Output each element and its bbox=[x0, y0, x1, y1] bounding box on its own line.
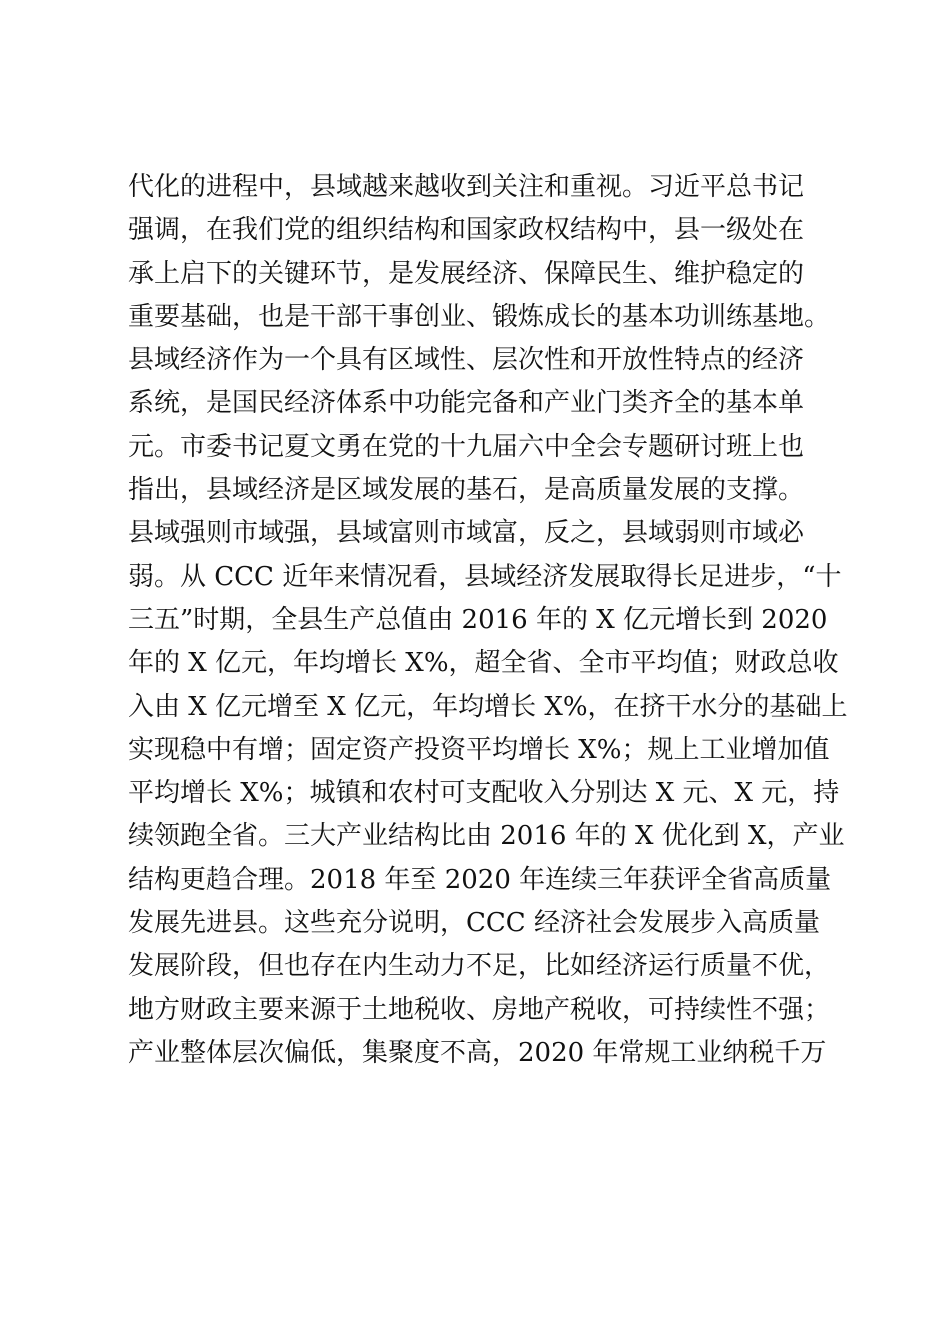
text-line: 入由 X 亿元增至 X 亿元，年均增长 X%，在挤干水分的基础上 bbox=[128, 691, 848, 722]
text-line: 重要基础，也是干部干事创业、锻炼成长的基本功训练基地。 bbox=[128, 301, 831, 332]
text-line: 元。市委书记夏文勇在党的十九届六中全会专题研讨班上也 bbox=[128, 431, 805, 462]
text-line: 指出，县域经济是区域发展的基石，是高质量发展的支撑。 bbox=[128, 475, 805, 506]
text-line: 承上启下的关键环节，是发展经济、保障民生、维护稳定的 bbox=[128, 258, 805, 289]
body-text bbox=[128, 166, 848, 1075]
text-line: 产业整体层次偏低，集聚度不高，2020 年常规工业纳税千万 bbox=[128, 1037, 827, 1068]
text-line: 年的 X 亿元，年均增长 X%，超全省、全市平均值；财政总收 bbox=[128, 648, 839, 679]
text-line: 县域强则市域强，县域富则市域富，反之，县域弱则市域必 bbox=[128, 518, 805, 549]
text-line: 平均增长 X%；城镇和农村可支配收入分别达 X 元、X 元，持 bbox=[128, 778, 840, 809]
text-line: 地方财政主要来源于土地税收、房地产税收，可持续性不强； bbox=[128, 994, 831, 1025]
text-line: 三五”时期，全县生产总值由 2016 年的 X 亿元增长到 2020 bbox=[128, 604, 828, 635]
text-line: 实现稳中有增；固定资产投资平均增长 X%；规上工业增加值 bbox=[128, 734, 830, 765]
text-line: 县域经济作为一个具有区域性、层次性和开放性特点的经济 bbox=[128, 345, 805, 376]
text-line: 弱。从 CCC 近年来情况看，县域经济发展取得长足进步，“十 bbox=[128, 561, 842, 592]
text-line: 发展先进县。这些充分说明，CCC 经济社会发展步入高质量 bbox=[128, 908, 820, 939]
text-line: 结构更趋合理。2018 年至 2020 年连续三年获评全省高质量 bbox=[128, 864, 832, 895]
text-line: 强调，在我们党的组织结构和国家政权结构中，县一级处在 bbox=[128, 215, 805, 246]
text-line: 发展阶段，但也存在内生动力不足，比如经济运行质量不优， bbox=[128, 951, 831, 982]
text-line: 代化的进程中，县域越来越收到关注和重视。习近平总书记 bbox=[128, 172, 805, 202]
text-line: 系统，是国民经济体系中功能完备和产业门类齐全的基本单 bbox=[128, 388, 805, 419]
text-line: 续领跑全省。三大产业结构比由 2016 年的 X 优化到 X，产业 bbox=[128, 821, 845, 852]
